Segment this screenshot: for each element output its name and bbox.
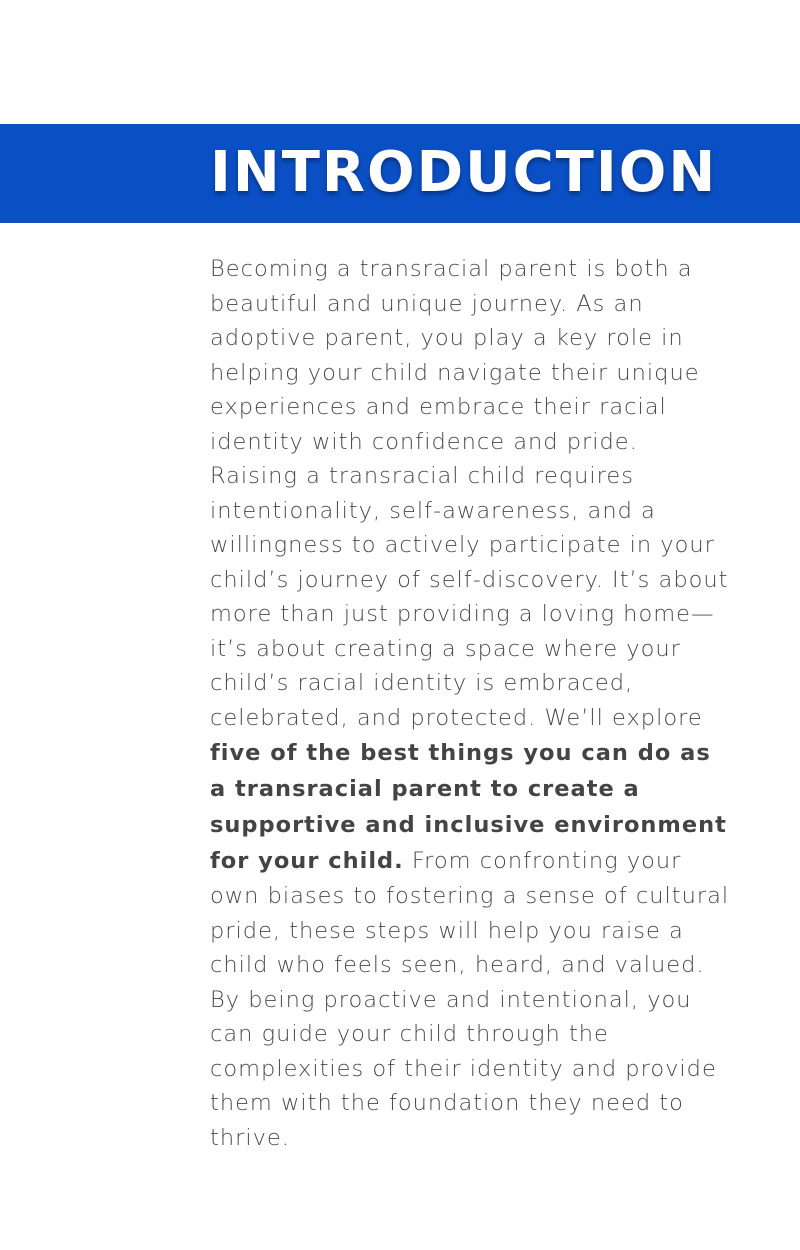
closing-text: From confronting your own biases to fostering a sense of cultural pride, these steps will help you raise a child who feels seen, heard, and valued. By being proactive and intentional, you can guide your child through the complexities of their identity and provide them with the foundation they need to thrive. bbox=[210, 848, 730, 1151]
intro-text: Becoming a transracial parent is both a beautiful and unique journey. As an adoptive parent, you play a key role in helping your child navigate their unique experiences and embrace their racial identity with confidence and pride. Raising a transracial child requires intentionality, self-awareness, and a willingness to actively participate in your child’s journey of self-discovery. It’s about more than just providing a loving home—it’s about creating a space where your child’s racial identity is embraced, celebrated, and protected. We’ll explore bbox=[210, 256, 729, 731]
emphasis-text: five of the best things you can do as a transracial parent to create a supportive and inclusive environment for your child. bbox=[210, 740, 727, 874]
intro-paragraph bbox=[210, 252, 730, 1155]
page-title: INTRODUCTION bbox=[210, 140, 718, 205]
